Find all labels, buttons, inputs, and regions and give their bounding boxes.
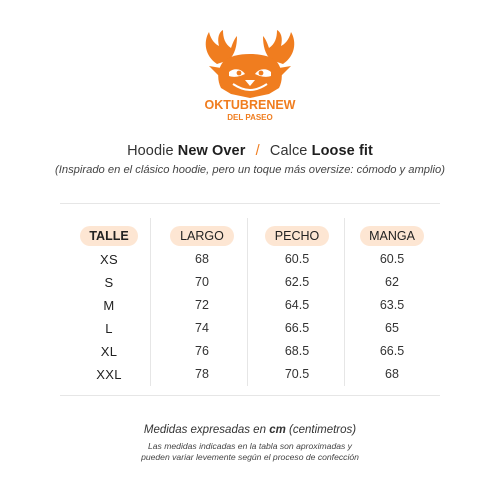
table-cell-largo: 68	[195, 252, 209, 266]
table-cell-manga: 63.5	[379, 298, 405, 312]
table-cell-size: XS	[100, 252, 118, 267]
table-cell-pecho: 70.5	[284, 367, 310, 381]
header-largo: LARGO	[170, 226, 234, 246]
table-cell-size: L	[105, 321, 113, 336]
deer-logo-icon	[199, 28, 301, 124]
fit-prefix: Calce	[269, 143, 308, 159]
table-cell-largo: 78	[195, 367, 209, 381]
disclaimer-line1: Las medidas indicadas en la tabla son aproximadas y	[148, 441, 352, 451]
table-cell-manga: 60.5	[379, 252, 405, 266]
fit-name: Loose fit	[311, 143, 373, 159]
table-cell-pecho: 64.5	[284, 298, 310, 312]
table-cell-pecho: 66.5	[284, 321, 310, 335]
divider-top	[60, 203, 440, 204]
header-manga: MANGA	[360, 226, 424, 246]
logo-text-line2: DEL PASEO	[227, 113, 273, 122]
product-title	[0, 143, 500, 159]
table-cell-manga: 65	[385, 321, 399, 335]
disclaimer-line2: pueden variar levemente según el proceso de confección	[141, 452, 359, 462]
table-cell-manga: 66.5	[379, 344, 405, 358]
units-note	[0, 424, 500, 436]
table-cell-manga: 68	[385, 367, 399, 381]
table-cell-size: XL	[100, 344, 118, 359]
table-cell-pecho: 62.5	[284, 275, 310, 289]
table-cell-size: XXL	[96, 367, 122, 382]
product-name: New Over	[177, 143, 246, 159]
header-pecho: PECHO	[265, 226, 329, 246]
brand-logo	[199, 28, 301, 124]
product-subtitle: (Inspirado en el clásico hoodie, pero un toque más oversize: cómodo y amplio)	[55, 164, 445, 176]
header-talle: TALLE	[80, 226, 138, 246]
table-cell-largo: 72	[195, 298, 209, 312]
table-cell-size: S	[104, 275, 114, 290]
table-cell-pecho: 68.5	[284, 344, 310, 358]
table-cell-pecho: 60.5	[284, 252, 310, 266]
table-cell-manga: 62	[385, 275, 399, 289]
table-cell-largo: 70	[195, 275, 209, 289]
units-suffix: (centimetros)	[289, 424, 357, 436]
product-prefix: Hoodie	[127, 143, 174, 159]
table-cell-largo: 74	[195, 321, 209, 335]
logo-text-line1: OKTUBRENEW	[204, 98, 296, 112]
table-cell-largo: 76	[195, 344, 209, 358]
table-cell-size: M	[103, 298, 115, 313]
units-bold: cm	[269, 424, 286, 436]
units-prefix: Medidas expresadas en	[143, 424, 266, 436]
title-separator: /	[255, 143, 260, 159]
divider-bottom	[60, 395, 440, 396]
